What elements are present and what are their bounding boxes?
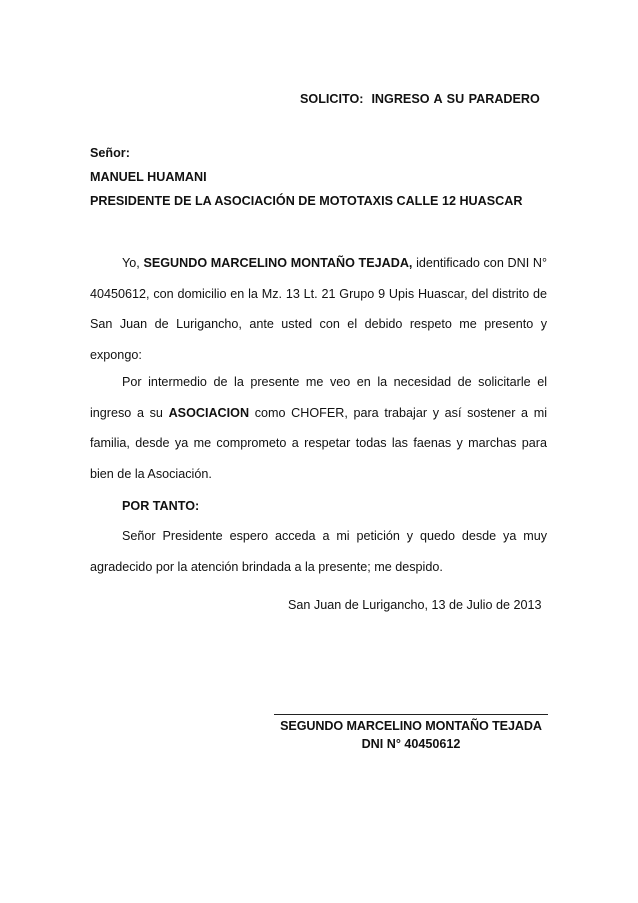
addressee-title: PRESIDENTE DE LA ASOCIACIÓN DE MOTOTAXIS CALLE 12 HUASCAR — [90, 194, 523, 208]
addressee-name: MANUEL HUAMANI — [90, 170, 207, 184]
closing-text: Señor Presidente espero acceda a mi petición y quedo desde ya muy agradecido por la atención brindada a la presente; me despido. — [90, 529, 547, 574]
salutation: Señor: — [90, 146, 130, 160]
closing-heading: POR TANTO: — [122, 499, 200, 513]
intro-pre: Yo, — [122, 256, 144, 270]
addressee-block — [90, 141, 522, 213]
request-bold: ASOCIACION — [168, 405, 250, 420]
petitioner-name: SEGUNDO MARCELINO MONTAÑO TEJADA, — [143, 256, 413, 270]
subject-line — [300, 92, 540, 106]
signature-dni: DNI N° 40450612 — [361, 737, 461, 751]
intro-rest: identificado con DNI N° 40450612, con domicilio en la Mz. 13 Lt. 21 Grupo 9 Upis Huascar, del distrito de San Juan de Lurigancho, ante usted con el debido respeto me presento y expongo: — [90, 256, 548, 362]
closing-paragraph — [90, 521, 547, 582]
request-rest: como CHOFER, para trabajar y así sostener a mi familia, desde ya me comprometo a respetar todas las faenas y marchas para bien de la Asociación. — [90, 405, 547, 481]
intro-paragraph — [90, 248, 547, 370]
subject-text: INGRESO A SU PARADERO — [371, 92, 540, 106]
request-paragraph — [90, 367, 547, 489]
date-line: San Juan de Lurigancho, 13 de Julio de 2013 — [288, 598, 542, 612]
signature-name: SEGUNDO MARCELINO MONTAÑO TEJADA — [280, 719, 542, 733]
subject-label: SOLICITO: — [300, 92, 364, 106]
signature-rule — [274, 714, 548, 715]
request-pre: Por intermedio de la presente me veo en la necesidad de solicitarle el ingreso a su — [90, 375, 547, 420]
